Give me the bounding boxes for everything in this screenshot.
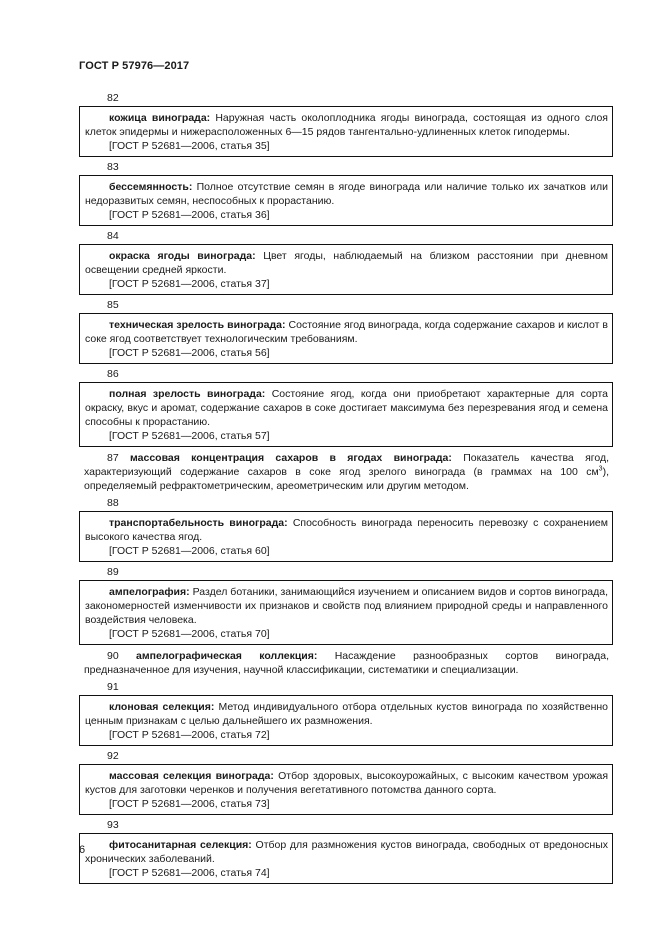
term: окраска ягоды винограда: bbox=[109, 250, 256, 262]
term-definition bbox=[85, 769, 608, 797]
source-reference: [ГОСТ Р 52681—2006, статья 74] bbox=[109, 867, 270, 879]
term-definition bbox=[85, 700, 608, 728]
entry-number: 83 bbox=[107, 161, 119, 173]
term: бессемянность: bbox=[109, 181, 193, 193]
term-entry-box bbox=[79, 313, 613, 364]
term-entry-box bbox=[79, 106, 613, 157]
definition: Состояние ягод винограда, когда содержание сахаров и кислот в соке ягод соответствует технологическим требованиям. bbox=[85, 319, 609, 345]
definition: Отбор здоровых, высокоурожайных, с высоким качеством урожая кустов для заготовки черенков и получения вегетативного потомства данного сорта. bbox=[85, 770, 608, 796]
term-entry-box bbox=[79, 244, 613, 295]
term-entry-box bbox=[79, 511, 613, 562]
definition: Показатель качества ягод, характеризующий содержание сахаров в соке ягод зрелого винограда (в граммах на 100 см bbox=[84, 452, 610, 478]
term-entry-box bbox=[79, 833, 613, 884]
term: техническая зрелость винограда: bbox=[109, 319, 286, 331]
definition: Наружная часть околоплодника ягоды винограда, состоящая из одного слоя клеток эпидермы и нижерасположенных 6—15 рядов тангентально-удлиненных клеток гиподермы. bbox=[85, 112, 608, 138]
entry-number: 93 bbox=[107, 819, 119, 831]
term: ампелографическая коллекция: bbox=[136, 650, 318, 662]
term-entry-plain bbox=[79, 649, 613, 679]
term: транспортабельность винограда: bbox=[109, 517, 288, 529]
definition: Насаждение разнообразных сортов винограда, предназначенное для изучения, научной классификации, систематики и специализации. bbox=[84, 650, 610, 676]
document-code: ГОСТ Р 57976—2017 bbox=[79, 60, 190, 72]
source-reference: [ГОСТ Р 52681—2006, статья 70] bbox=[109, 628, 270, 640]
term: кожица винограда: bbox=[109, 112, 211, 124]
definition: Отбор для размножения кустов винограда, свободных от вредоносных хронических заболеваний. bbox=[85, 839, 608, 865]
definition: Способность винограда переносить перевозку с сохранением высокого качества ягод. bbox=[85, 517, 608, 543]
term-entry-box bbox=[79, 382, 613, 447]
terms-list bbox=[79, 92, 613, 888]
entry-number: 86 bbox=[107, 368, 119, 380]
entry-number: 82 bbox=[107, 92, 119, 104]
superscript: 3 bbox=[598, 465, 603, 473]
term: ампелография: bbox=[109, 586, 190, 598]
entry-number: 91 bbox=[107, 681, 119, 693]
term-entry-box bbox=[79, 175, 613, 226]
page-number: 6 bbox=[79, 844, 86, 856]
entry-number: 90 bbox=[107, 650, 119, 662]
term-definition bbox=[85, 516, 608, 544]
term-entry-box bbox=[79, 695, 613, 746]
source-reference: [ГОСТ Р 52681—2006, статья 35] bbox=[109, 140, 270, 152]
term-definition bbox=[85, 180, 608, 208]
source-reference: [ГОСТ Р 52681—2006, статья 56] bbox=[109, 347, 270, 359]
entry-number: 92 bbox=[107, 750, 119, 762]
source-reference: [ГОСТ Р 52681—2006, статья 72] bbox=[109, 729, 270, 741]
source-reference: [ГОСТ Р 52681—2006, статья 60] bbox=[109, 545, 270, 557]
source-reference: [ГОСТ Р 52681—2006, статья 57] bbox=[109, 430, 270, 442]
definition: Цвет ягоды, наблюдаемый на близком расстоянии при дневном освещении средней яркости. bbox=[85, 250, 608, 276]
term-definition bbox=[85, 111, 608, 139]
entry-number: 85 bbox=[107, 299, 119, 311]
term-definition bbox=[85, 318, 608, 346]
term: массовая концентрация сахаров в ягодах винограда: bbox=[130, 452, 452, 464]
definition: Состояние ягод, когда они приобретают характерные для сорта окраску, вкус и аромат, содержание сахаров в соке достигает максимума без перезревания ягод и семена способны к прорастанию. bbox=[85, 388, 608, 428]
term-definition bbox=[85, 585, 608, 627]
definition: Метод индивидуального отбора отдельных кустов винограда по хозяйственно ценным признакам с целью дальнейшего их размножения. bbox=[85, 701, 609, 727]
source-reference: [ГОСТ Р 52681—2006, статья 73] bbox=[109, 798, 270, 810]
definition: Раздел ботаники, занимающийся изучением и описанием видов и сортов винограда, закономерностей изменчивости их признаков и свойств под влиянием природной среды и направленного воздействия человека. bbox=[85, 586, 609, 626]
term-entry-box bbox=[79, 580, 613, 645]
entry-number: 87 bbox=[107, 452, 119, 464]
source-reference: [ГОСТ Р 52681—2006, статья 37] bbox=[109, 278, 270, 290]
term-definition bbox=[85, 838, 608, 866]
entry-number: 84 bbox=[107, 230, 119, 242]
entry-number: 89 bbox=[107, 566, 119, 578]
term: массовая селекция винограда: bbox=[109, 770, 274, 782]
term-entry-plain bbox=[79, 451, 613, 495]
term: полная зрелость винограда: bbox=[109, 388, 266, 400]
term-definition bbox=[85, 387, 608, 429]
term: фитосанитарная селекция: bbox=[109, 839, 252, 851]
term-entry-box bbox=[79, 764, 613, 815]
source-reference: [ГОСТ Р 52681—2006, статья 36] bbox=[109, 209, 270, 221]
definition: Полное отсутствие семян в ягоде винограда или наличие только их зачатков или недоразвитых семян, неспособных к прорастанию. bbox=[85, 181, 608, 207]
term-definition bbox=[85, 249, 608, 277]
definition-continued: ), определяемый рефрактометрическим, ареометрическим или другим методом. bbox=[84, 466, 609, 492]
entry-number: 88 bbox=[107, 497, 119, 509]
term: клоновая селекция: bbox=[109, 701, 215, 713]
